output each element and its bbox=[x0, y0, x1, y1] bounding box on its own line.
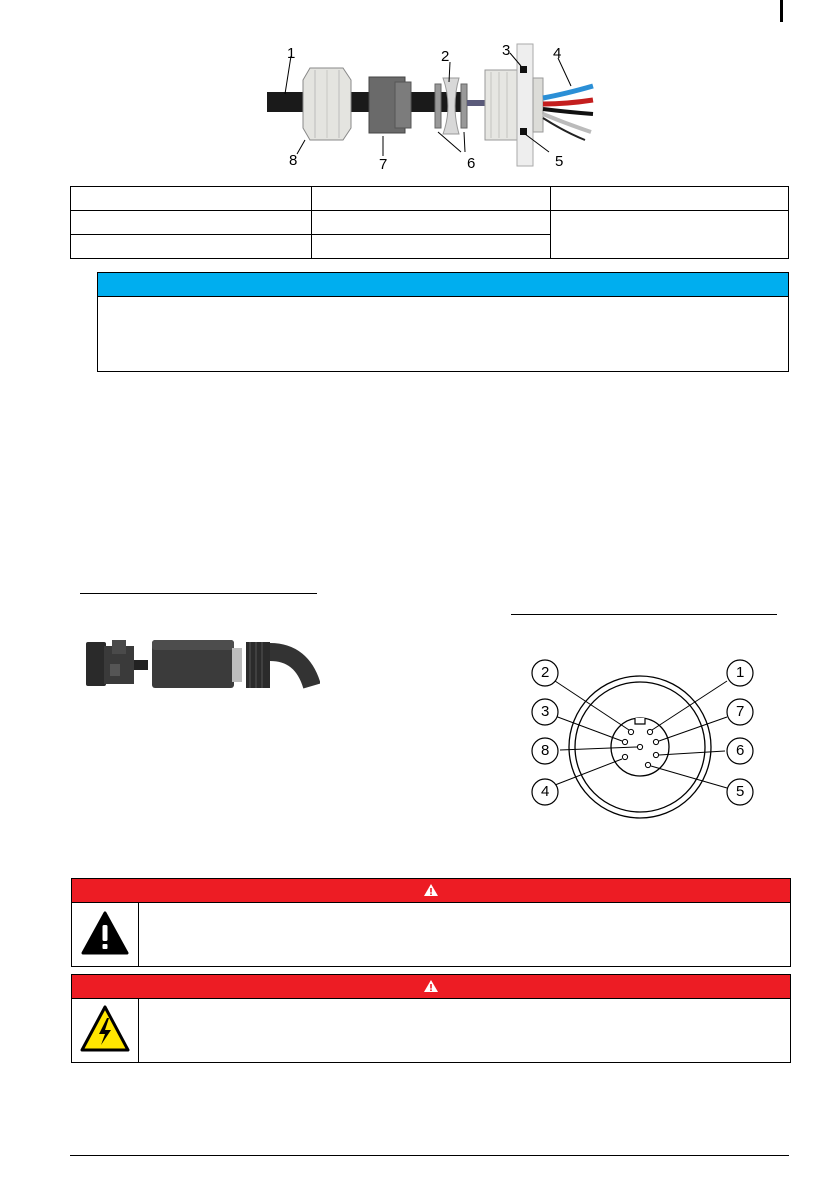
pin-hole bbox=[647, 729, 652, 734]
hazard-icon-cell bbox=[72, 999, 139, 1062]
connector-outer-ring bbox=[569, 676, 711, 818]
pin-hole bbox=[645, 762, 650, 767]
callout-8: 8 bbox=[289, 152, 298, 169]
pin-label-7: 7 bbox=[736, 703, 745, 720]
washer bbox=[435, 84, 441, 128]
pin-label-8: 8 bbox=[541, 742, 550, 759]
pin-hole bbox=[653, 752, 658, 757]
table-cell bbox=[312, 235, 551, 259]
table-row bbox=[71, 187, 789, 211]
table-cell bbox=[71, 187, 312, 211]
pin-label-6: 6 bbox=[736, 742, 745, 759]
footer-rule bbox=[70, 1155, 789, 1156]
danger-header bbox=[72, 975, 790, 999]
table-row bbox=[71, 211, 789, 235]
callout-5: 5 bbox=[555, 153, 564, 170]
connector-caption-rule bbox=[80, 593, 317, 594]
connector-figure bbox=[80, 634, 320, 694]
callout-3: 3 bbox=[502, 42, 511, 59]
pin-label-5: 5 bbox=[736, 783, 745, 800]
pin-label-1: 1 bbox=[736, 664, 745, 681]
table-cell bbox=[71, 211, 312, 235]
pin-hole bbox=[637, 744, 642, 749]
notice-body bbox=[98, 297, 788, 309]
callout-4: 4 bbox=[553, 45, 562, 62]
danger-header bbox=[72, 879, 790, 903]
table-cell bbox=[312, 187, 551, 211]
connector-cable bbox=[270, 652, 312, 686]
pin-hole bbox=[622, 754, 627, 759]
electrical-danger-box bbox=[71, 974, 791, 1063]
wire-red bbox=[543, 100, 593, 104]
panel-wall bbox=[517, 44, 533, 166]
callout-6: 6 bbox=[467, 155, 476, 172]
page-edge-mark bbox=[780, 0, 783, 22]
legend-table bbox=[70, 186, 789, 259]
warning-exclamation-icon bbox=[81, 911, 129, 955]
hazard-icon-cell bbox=[72, 903, 139, 966]
pin-label-4: 4 bbox=[541, 783, 550, 800]
table-cell bbox=[71, 235, 312, 259]
danger-box bbox=[71, 878, 791, 967]
warning-triangle-icon bbox=[423, 883, 439, 897]
pin-label-2: 2 bbox=[541, 664, 550, 681]
pinout-diagram bbox=[525, 655, 765, 820]
wire-blue bbox=[543, 86, 593, 98]
notice-box bbox=[97, 272, 789, 372]
electrical-shock-icon bbox=[80, 1005, 130, 1053]
warning-triangle-icon bbox=[423, 979, 439, 993]
pin-hole bbox=[622, 739, 627, 744]
pin-hole bbox=[628, 729, 633, 734]
washer bbox=[461, 84, 467, 128]
callout-7: 7 bbox=[379, 156, 388, 173]
callout-1: 1 bbox=[287, 45, 296, 62]
table-cell bbox=[551, 187, 789, 211]
pinout-caption-rule bbox=[511, 614, 777, 615]
notice-header bbox=[98, 273, 788, 297]
table-cell bbox=[312, 211, 551, 235]
table-cell bbox=[551, 211, 789, 259]
connector-face bbox=[611, 718, 669, 776]
wire-black bbox=[543, 109, 593, 114]
callout-2: 2 bbox=[441, 48, 450, 65]
pin-label-3: 3 bbox=[541, 703, 550, 720]
pin-hole bbox=[653, 739, 658, 744]
